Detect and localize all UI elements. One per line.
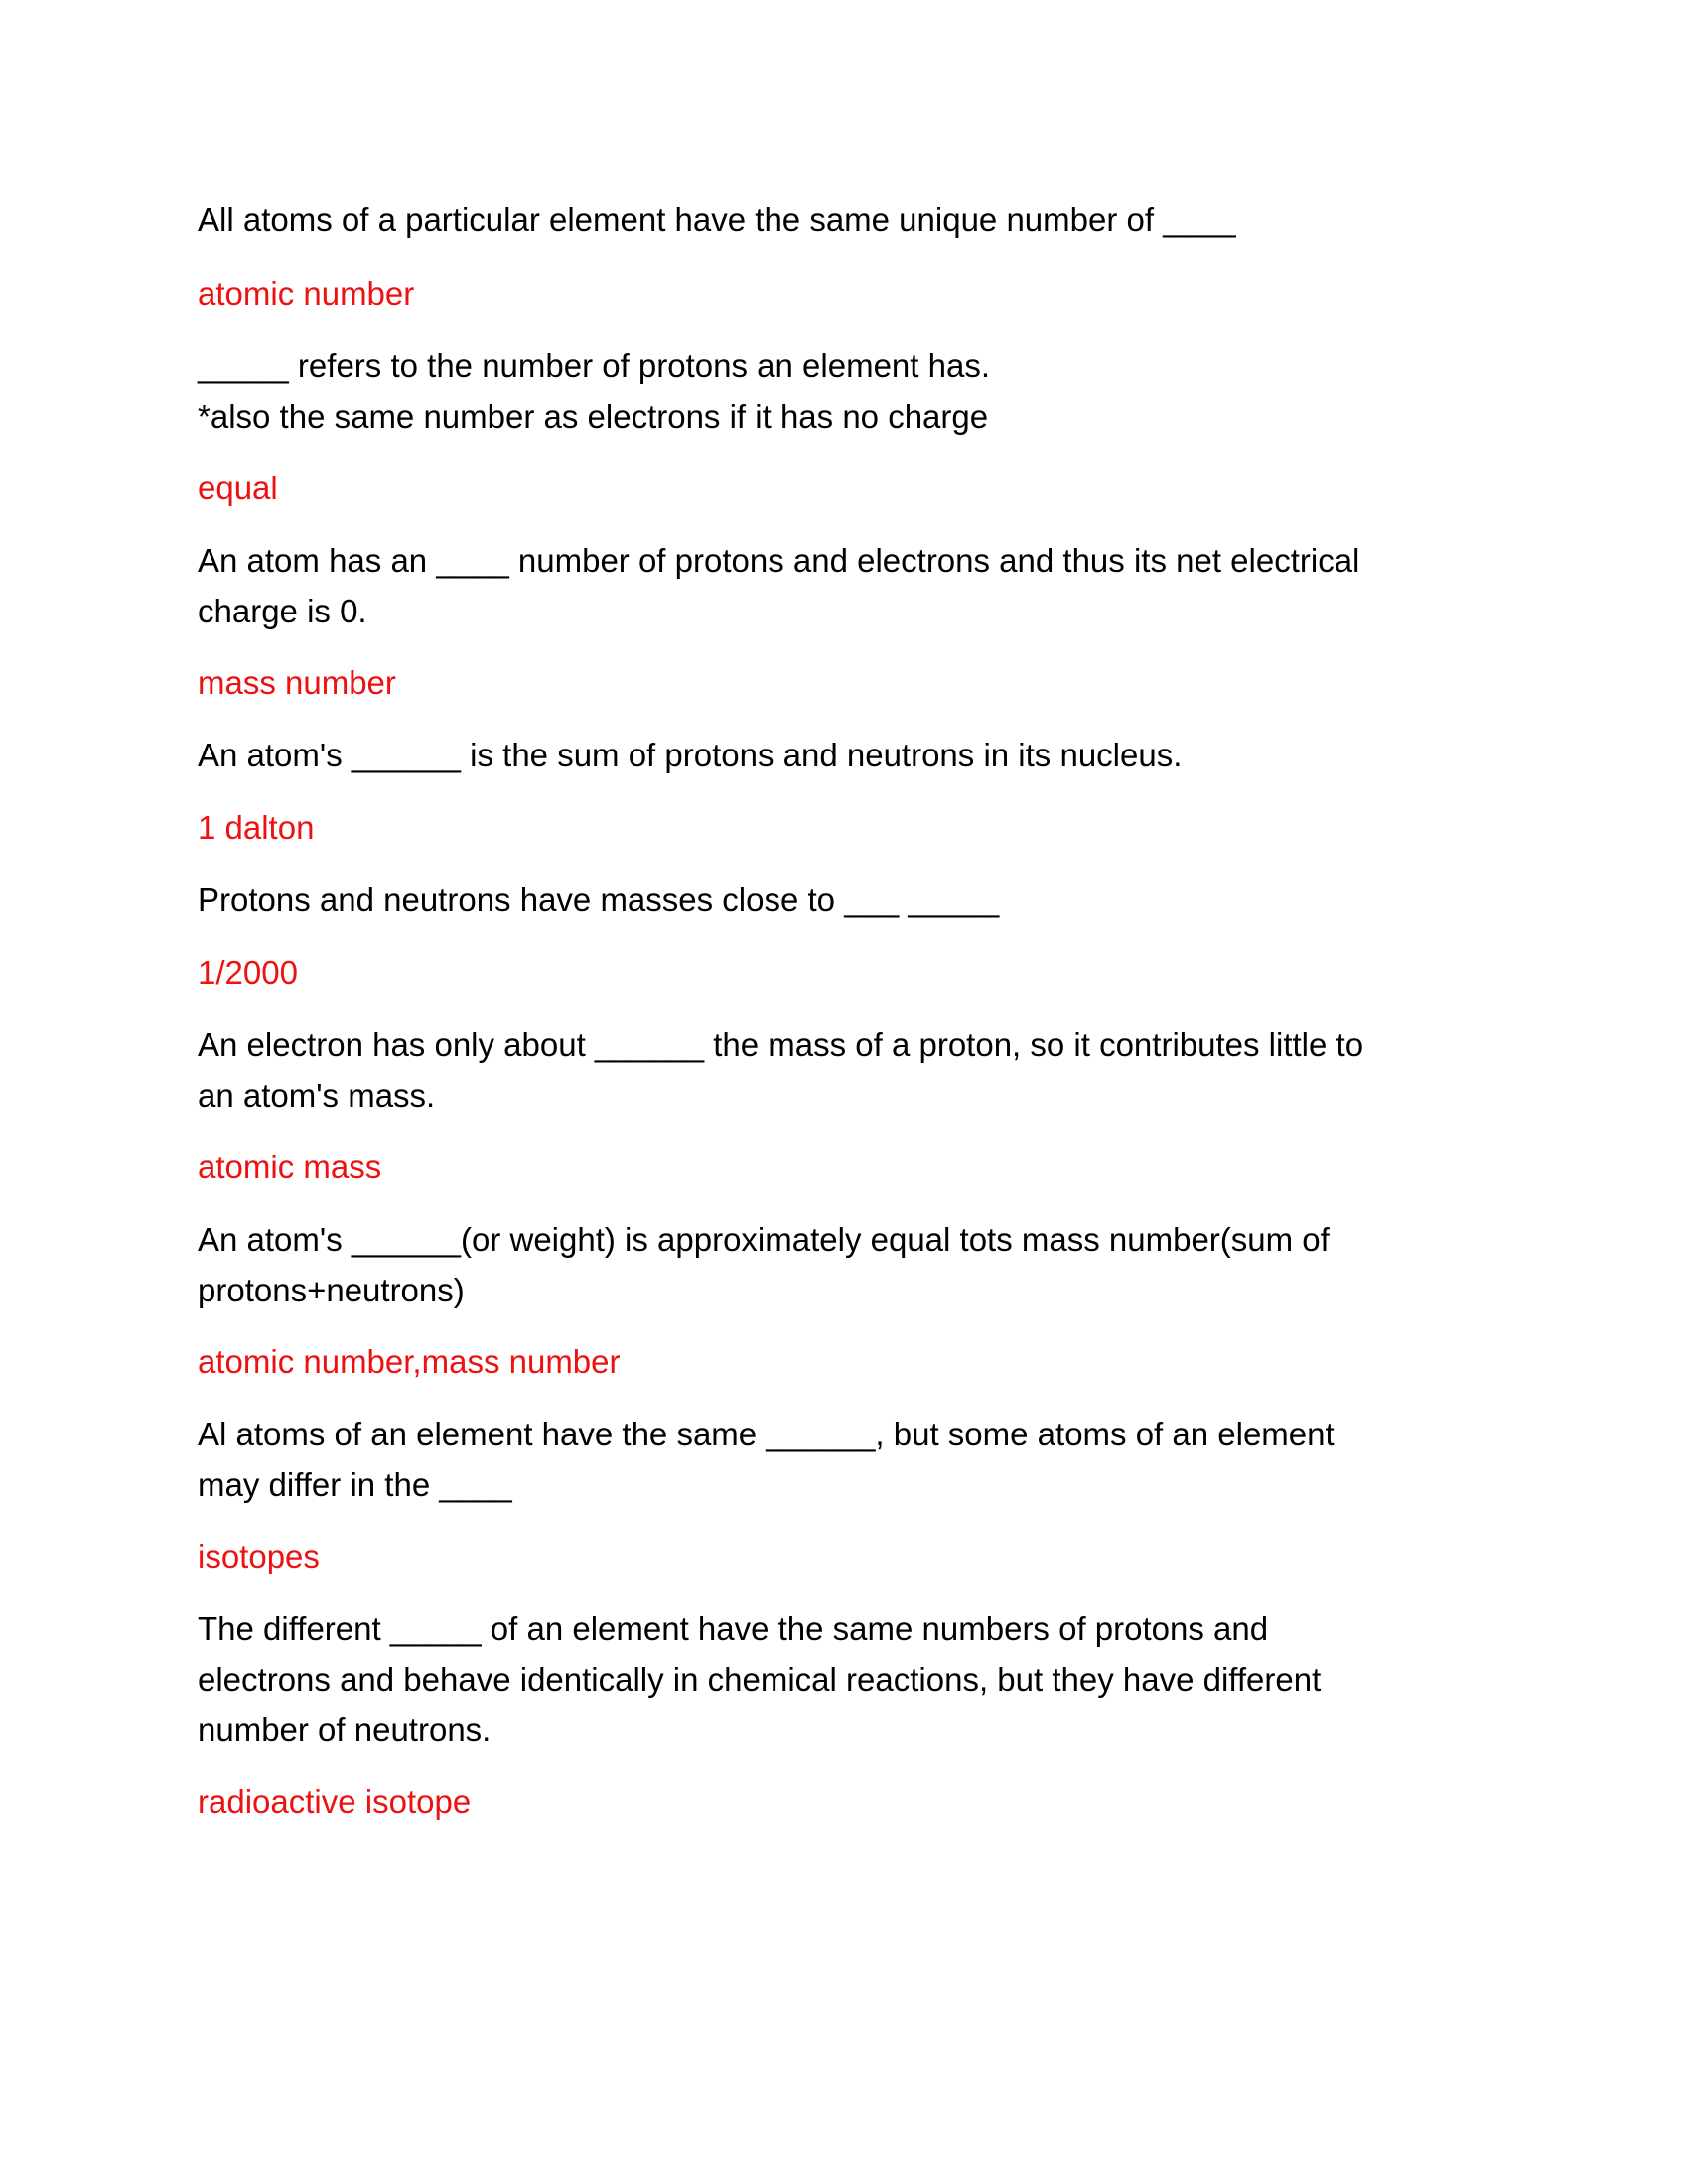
answer-text: atomic number bbox=[198, 275, 415, 312]
answer-text: atomic mass bbox=[198, 1149, 382, 1185]
question-text: an atom's mass. bbox=[198, 1077, 436, 1114]
question-text: _____ refers to the number of protons an element has. bbox=[198, 347, 990, 384]
answer-text: radioactive isotope bbox=[198, 1783, 472, 1820]
question-text: electrons and behave identically in chemical reactions, but they have different bbox=[198, 1661, 1322, 1698]
answer-text: atomic number,mass number bbox=[198, 1343, 621, 1380]
question-text: All atoms of a particular element have the same unique number of ____ bbox=[198, 202, 1236, 238]
question-text: charge is 0. bbox=[198, 593, 367, 629]
question-text: number of neutrons. bbox=[198, 1711, 492, 1748]
question-text: *also the same number as electrons if it has no charge bbox=[198, 398, 989, 435]
question-text: may differ in the ____ bbox=[198, 1466, 512, 1503]
answer-text: isotopes bbox=[198, 1538, 320, 1574]
question-text: protons+neutrons) bbox=[198, 1272, 465, 1308]
question-text: The different _____ of an element have the same numbers of protons and bbox=[198, 1610, 1269, 1647]
question-text: An atom's ______(or weight) is approximately equal tots mass number(sum of bbox=[198, 1221, 1330, 1258]
question-text: Al atoms of an element have the same ______, but some atoms of an element bbox=[198, 1416, 1335, 1452]
question-text: An atom's ______ is the sum of protons and neutrons in its nucleus. bbox=[198, 737, 1183, 773]
question-text: Protons and neutrons have masses close to ___ _____ bbox=[198, 882, 1000, 918]
question-text: An electron has only about ______ the mass of a proton, so it contributes little to bbox=[198, 1026, 1364, 1063]
question-text: An atom has an ____ number of protons and electrons and thus its net electrical bbox=[198, 542, 1360, 579]
answer-text: 1/2000 bbox=[198, 954, 298, 991]
answer-text: equal bbox=[198, 470, 278, 506]
answer-text: mass number bbox=[198, 664, 396, 701]
answer-text: 1 dalton bbox=[198, 809, 315, 846]
